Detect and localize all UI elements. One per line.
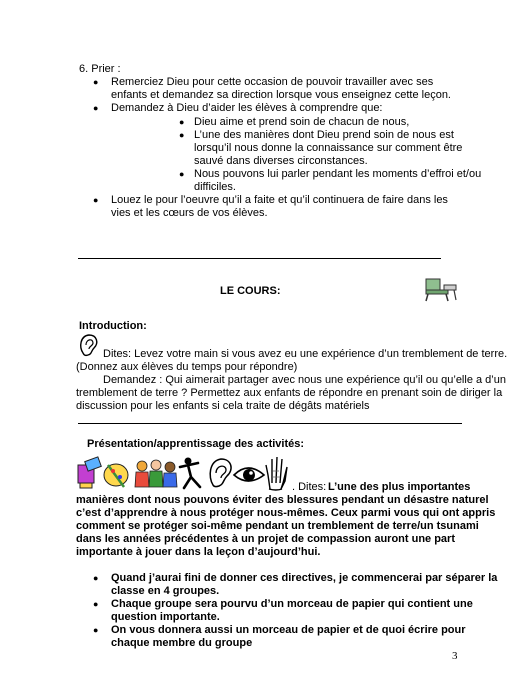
sub-bullet-2-line-3: sauvé dans diverses circonstances. <box>194 155 368 167</box>
ear-icon <box>210 459 231 487</box>
bullet-marker: ● <box>179 130 185 140</box>
sub-bullet-2-line-1: L’une des manières dont Dieu prend soin de nous est <box>194 129 454 141</box>
paint-icon <box>78 457 101 488</box>
intro-line-4: tremblement de terre ? Permettez aux enfants de répondre en prenant soin de diriger la <box>76 387 503 399</box>
bullet-marker: ● <box>93 103 99 113</box>
presentation-bullet-2-line-2: question importante. <box>111 611 220 623</box>
presentation-bullet-3-line-2: chaque membre du groupe <box>111 637 253 649</box>
bullet-marker: ● <box>93 599 99 609</box>
bullet-marker: ● <box>93 625 99 635</box>
intro-line-2: (Donnez aux élèves du temps pour répondre) <box>76 361 298 373</box>
section-6-bullet-1-line-1: Remerciez Dieu pour cette occasion de pouvoir travailler avec ses <box>111 76 434 88</box>
bullet-marker: ● <box>93 77 99 87</box>
presentation-line-4: comment se protéger soi-même pendant un tremblement de terre/un tsunami <box>76 520 479 532</box>
hand-icon <box>266 457 287 490</box>
presentation-bullet-3-line-1: On vous donnera aussi un morceau de papier et de quoi écrire pour <box>111 624 466 636</box>
presentation-line-1: L’une des plus importantes <box>328 481 471 493</box>
sub-bullet-3-line-2: difficiles. <box>194 181 236 193</box>
bullet-marker: ● <box>93 195 99 205</box>
section-6-bullet-3-line-2: vies et les cœurs de vos élèves. <box>111 207 268 219</box>
intro-line-1: Dites: Levez votre main si vous avez eu une expérience d’un tremblement de terre. <box>103 348 508 360</box>
intro-line-3: Demandez : Qui aimerait partager avec nous une expérience qu’il ou qu’elle a d’un <box>103 374 506 386</box>
section-6-bullet-1-line-2: enfants et demandez sa direction lorsque vous enseignez cette leçon. <box>111 89 451 101</box>
presentation-line-3: c’est d’apprendre à nous protéger nous-mêmes. Ceux parmi vous qui ont appris <box>76 507 496 519</box>
section-6-bullet-2: Demandez à Dieu d’aider les élèves à comprendre que: <box>111 102 383 114</box>
ear-icon <box>78 333 100 357</box>
activity-icons <box>76 453 291 491</box>
introduction-heading: Introduction: <box>79 320 147 332</box>
sub-bullet-1: Dieu aime et prend soin de chacun de nous, <box>194 116 410 128</box>
presentation-bullet-1-line-2: classe en 4 groupes. <box>111 585 220 597</box>
presentation-bullet-1-line-1: Quand j’aurai fini de donner ces directives, je commencerai par séparer la <box>111 572 498 584</box>
chair-icon <box>420 276 460 302</box>
section-6-bullet-3-line-1: Louez le pour l’oeuvre qu’il a faite et qu’il continuera de faire dans les <box>111 194 448 206</box>
art-icon <box>104 464 128 487</box>
presentation-line-5: dans les années précédentes à un projet de compassion auront une part <box>76 533 455 545</box>
divider <box>78 258 441 259</box>
exercise-icon <box>180 458 200 489</box>
dites-prefix: . Dites: <box>292 481 327 493</box>
presentation-bullet-2-line-1: Chaque groupe sera pourvu d’un morceau de papier qui contient une <box>111 598 473 610</box>
presentation-heading: Présentation/apprentissage des activités: <box>87 438 305 450</box>
presentation-line-6: importante à jouer dans la leçon d’aujourd’hui. <box>76 546 321 558</box>
divider <box>78 423 462 424</box>
intro-line-5: discussion pour les enfants si cela traite de dégâts matériels <box>76 400 370 412</box>
bullet-marker: ● <box>93 573 99 583</box>
section-6-heading: 6. Prier : <box>79 63 121 75</box>
bullet-marker: ● <box>179 117 185 127</box>
sub-bullet-3-line-1: Nous pouvons lui parler pendant les moments d’effroi et/ou <box>194 168 482 180</box>
presentation-line-2: manières dont nous pouvons éviter des blessures pendant un désastre naturel <box>76 494 489 506</box>
cours-title: LE COURS: <box>220 285 281 297</box>
sub-bullet-2-line-2: lorsqu’il nous donne la connaissance sur comment être <box>194 142 463 154</box>
page-number: 3 <box>452 650 458 662</box>
eye-icon <box>234 468 264 481</box>
bullet-marker: ● <box>179 169 185 179</box>
children-icon <box>135 460 177 487</box>
